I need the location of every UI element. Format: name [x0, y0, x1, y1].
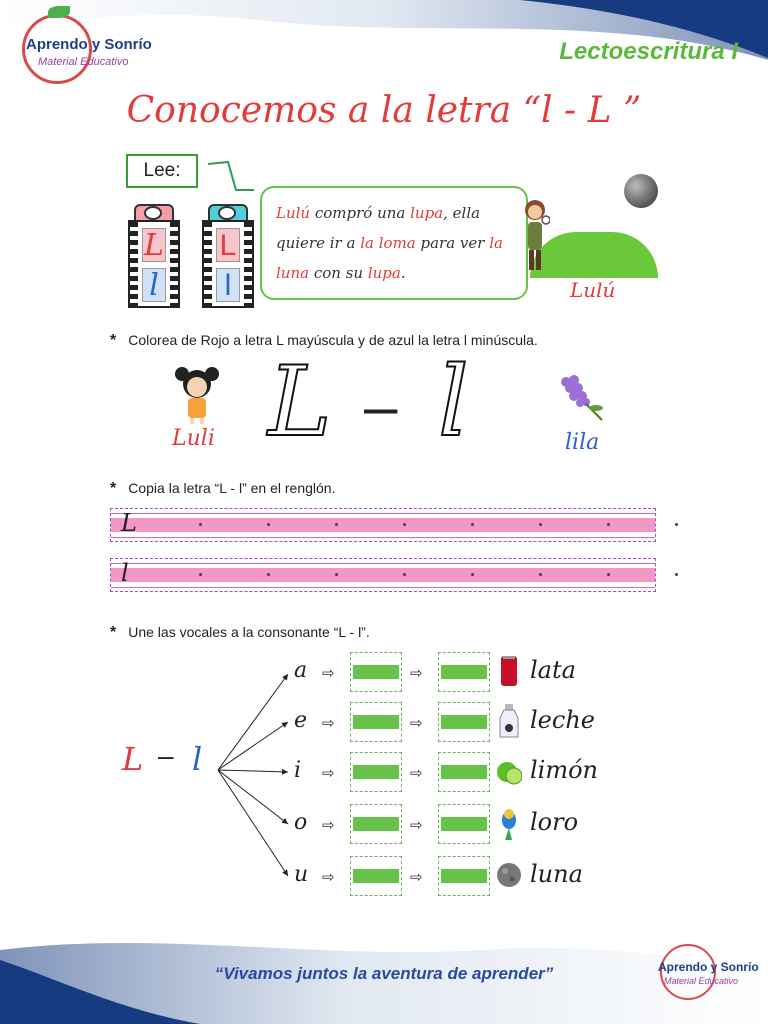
right-arrow-icon: ⇨ — [322, 869, 335, 886]
camera-upper-letter: L — [142, 228, 166, 262]
footer-logo-subtitle: Material Educativo — [664, 976, 739, 986]
right-arrow-icon: ⇨ — [410, 869, 423, 886]
series-title: Lectoescritura I — [559, 38, 738, 65]
syllable-box[interactable] — [438, 752, 490, 792]
syllable-box[interactable] — [350, 752, 402, 792]
page-title: Conocemos a la letra “l - L ” — [126, 90, 642, 131]
milk-bottle-icon — [496, 704, 522, 738]
right-arrow-icon: ⇨ — [410, 715, 423, 732]
camera-lower-letter: l — [216, 268, 240, 302]
lime-icon — [496, 754, 522, 788]
footer-motto: “Vivamos juntos la aventura de aprender” — [214, 964, 554, 983]
syllable-box[interactable] — [350, 856, 402, 896]
reading-text-part: , ella quiere ir a — [276, 204, 481, 252]
right-arrow-icon: ⇨ — [322, 715, 335, 732]
join-upper-letter: L — [122, 740, 144, 778]
vowel-a: a — [294, 658, 308, 683]
copy-row-letter: l — [121, 559, 129, 587]
right-arrow-icon: ⇨ — [410, 665, 423, 682]
lulu-caption: Lulú — [570, 278, 616, 302]
right-arrow-icon: ⇨ — [410, 817, 423, 834]
reading-text-part: luna — [276, 264, 310, 282]
vowel-e: e — [294, 708, 308, 733]
reading-text-part: . — [400, 264, 406, 282]
word-4: luna — [530, 860, 583, 888]
logo-subtitle: Material Educativo — [38, 56, 129, 68]
copy-row-letter: L — [121, 509, 137, 537]
vowel-o: o — [294, 810, 308, 835]
reading-text-part: loma — [378, 234, 416, 252]
parrot-icon — [496, 806, 522, 840]
vowel-u: u — [294, 862, 309, 887]
syllable-box[interactable] — [438, 702, 490, 742]
footer-logo-title: Aprendo y Sonrío — [658, 960, 759, 974]
asterisk-icon: * — [110, 332, 117, 349]
outline-lower-letter[interactable]: l — [438, 346, 469, 458]
word-2: limón — [530, 756, 599, 784]
right-arrow-icon: ⇨ — [322, 817, 335, 834]
reading-text-part: con su — [309, 264, 368, 282]
lila-caption: lila — [565, 430, 600, 455]
dash: – — [364, 373, 398, 440]
reading-text-part: la — [360, 234, 374, 252]
right-arrow-icon: ⇨ — [410, 765, 423, 782]
join-lower-letter: l — [192, 740, 203, 778]
syllable-box[interactable] — [350, 702, 402, 742]
color-instruction: * Colorea de Rojo a letra L mayúscula y de azul la letra l minúscula. — [110, 332, 538, 349]
asterisk-icon: * — [110, 480, 117, 497]
syllable-box[interactable] — [350, 804, 402, 844]
soda-can-icon — [496, 654, 522, 688]
reading-text-part: para ver — [415, 234, 490, 252]
luli-caption: Luli — [172, 426, 215, 451]
join-instruction: * Une las vocales a la consonante “L - l”. — [110, 624, 370, 641]
copy-instruction: * Copia la letra “L - l” en el renglón. — [110, 480, 336, 497]
word-1: leche — [530, 706, 595, 734]
reading-text-part: Lulú — [276, 204, 311, 222]
vowel-i: i — [294, 758, 302, 783]
syllable-box[interactable] — [438, 804, 490, 844]
join-dash: – — [158, 740, 174, 771]
logo-title: Aprendo y Sonrío — [26, 36, 152, 53]
lee-label: Lee: — [126, 154, 198, 188]
word-0: lata — [530, 656, 576, 684]
right-arrow-icon: ⇨ — [322, 665, 335, 682]
outline-upper-letter[interactable]: L — [268, 346, 332, 458]
word-3: loro — [530, 808, 579, 836]
reading-text-part: lupa — [410, 204, 444, 222]
syllable-box[interactable] — [438, 652, 490, 692]
syllable-box[interactable] — [350, 652, 402, 692]
right-arrow-icon: ⇨ — [322, 765, 335, 782]
reading-text-part: compró una — [310, 204, 411, 222]
syllable-box[interactable] — [438, 856, 490, 896]
camera-upper-letter: L — [216, 228, 240, 262]
camera-lower-letter: l — [142, 268, 166, 302]
asterisk-icon: * — [110, 624, 117, 641]
reading-text-part: lupa — [367, 264, 401, 282]
reading-text-part: la — [489, 234, 503, 252]
moon-icon — [496, 858, 522, 892]
footer-logo — [650, 944, 760, 1004]
